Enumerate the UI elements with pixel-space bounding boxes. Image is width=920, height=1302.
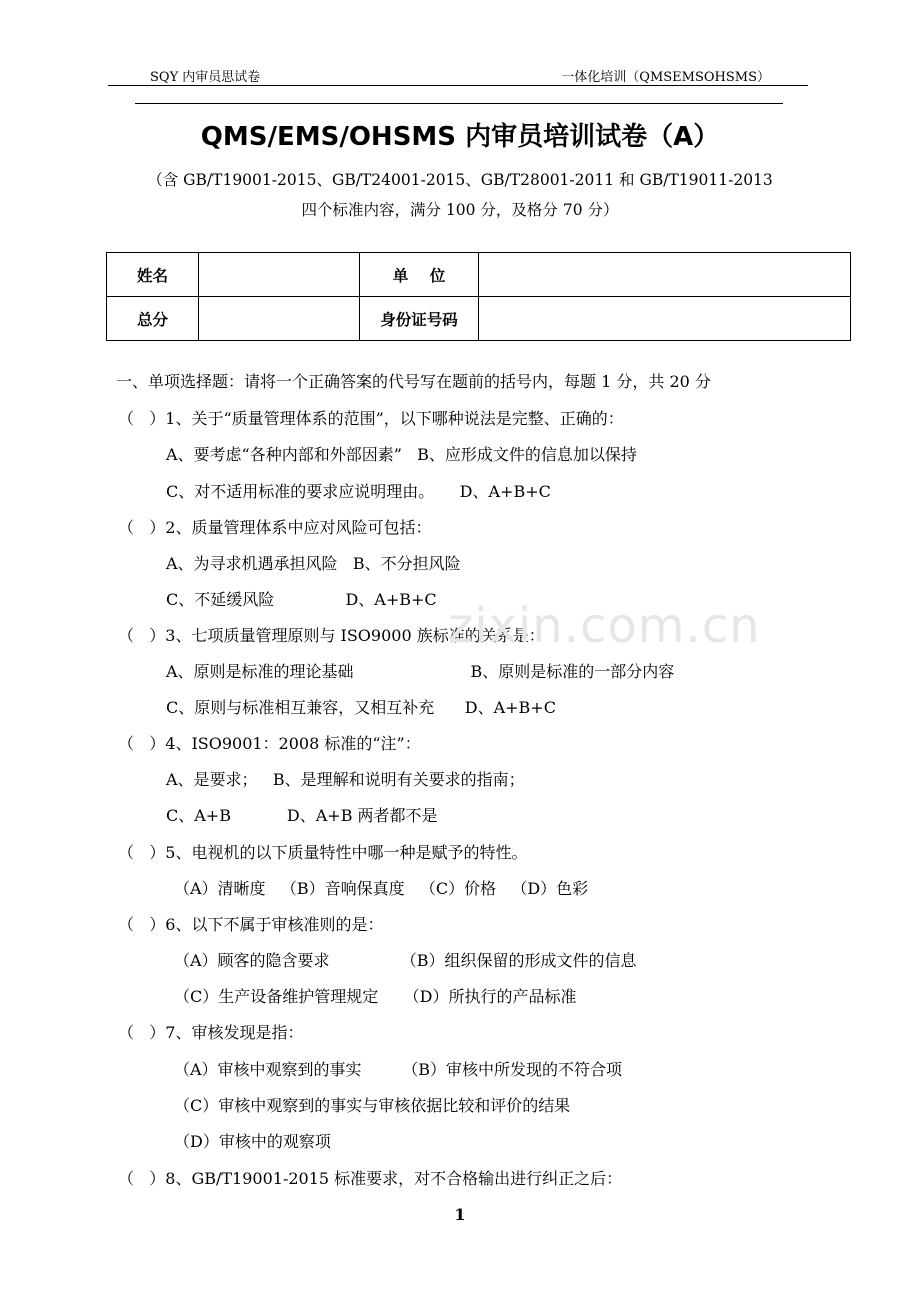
header-rule-secondary bbox=[135, 103, 783, 104]
option-line: C、原则与标准相互兼容，又相互补充 D、A+B+C bbox=[166, 698, 556, 717]
option-line: （D）审核中的观察项 bbox=[174, 1132, 331, 1151]
question-line: （ ）7、审核发现是指： bbox=[118, 1023, 304, 1042]
header-left-text: SQY 内审员思试卷 bbox=[150, 70, 261, 85]
option-line: （A）清晰度 （B）音响保真度 （C）价格 （D）色彩 bbox=[174, 879, 589, 898]
subtitle-line-1: （含 GB/T19001-2015、GB/T24001-2015、GB/T28001-2011 和 GB/T19011-2013 bbox=[147, 171, 773, 189]
section-heading: 一、单项选择题：请将一个正确答案的代号写在题前的括号内，每题 1 分，共 20 分 bbox=[116, 372, 711, 391]
question-line: （ ）2、质量管理体系中应对风险可包括： bbox=[118, 518, 432, 537]
question-line: （ ）4、ISO9001：2008 标准的“注”： bbox=[118, 734, 421, 753]
page-title: QMS/EMS/OHSMS 内审员培训试卷（A） bbox=[200, 122, 720, 152]
unit-field[interactable] bbox=[479, 253, 851, 297]
subtitle-line-2: 四个标准内容，满分 100 分，及格分 70 分） bbox=[301, 201, 619, 219]
page-number: 1 bbox=[454, 1205, 466, 1224]
watermark: zixin.com.cn bbox=[448, 598, 761, 654]
option-line: （A）审核中观察到的事实 （B）审核中所发现的不符合项 bbox=[174, 1060, 623, 1079]
question-line: （ ）3、七项质量管理原则与 ISO9000 族标准的关系是： bbox=[118, 626, 545, 645]
id-number-label: 身份证号码 bbox=[360, 297, 479, 341]
option-line: （C）生产设备维护管理规定 （D）所执行的产品标准 bbox=[174, 987, 577, 1006]
option-line: A、原则是标准的理论基础 B、原则是标准的一部分内容 bbox=[166, 662, 675, 681]
option-line: C、A+B D、A+B 两者都不是 bbox=[166, 806, 438, 825]
option-line: C、对不适用标准的要求应说明理由。 D、A+B+C bbox=[166, 482, 551, 501]
header-rule bbox=[108, 85, 808, 86]
option-line: （A）顾客的隐含要求 （B）组织保留的形成文件的信息 bbox=[174, 951, 637, 970]
option-line: A、为寻求机遇承担风险 B、不分担风险 bbox=[166, 554, 461, 573]
total-score-label: 总分 bbox=[107, 297, 199, 341]
unit-label-text: 单 位 bbox=[392, 266, 446, 285]
question-line: （ ）5、电视机的以下质量特性中哪一种是赋予的特性。 bbox=[118, 843, 528, 862]
option-line: （C）审核中观察到的事实与审核依据比较和评价的结果 bbox=[174, 1096, 571, 1115]
total-score-field[interactable] bbox=[199, 297, 360, 341]
id-number-field[interactable] bbox=[479, 297, 851, 341]
question-line: （ ）1、关于“质量管理体系的范围”，以下哪种说法是完整、正确的： bbox=[118, 409, 624, 428]
name-field[interactable] bbox=[199, 253, 360, 297]
info-table bbox=[106, 252, 851, 341]
question-line: （ ）6、以下不属于审核准则的是： bbox=[118, 915, 384, 934]
option-line: A、要考虑“各种内部和外部因素” B、应形成文件的信息加以保持 bbox=[166, 445, 637, 464]
option-line: C、不延缓风险 D、A+B+C bbox=[166, 590, 437, 609]
unit-label bbox=[360, 253, 479, 297]
option-line: A、是要求； B、是理解和说明有关要求的指南； bbox=[166, 770, 525, 789]
question-line: （ ）8、GB/T19001-2015 标准要求，对不合格输出进行纠正之后： bbox=[118, 1169, 623, 1188]
name-label: 姓名 bbox=[107, 253, 199, 297]
header-right-text: 一体化培训（QMSEMSOHSMS） bbox=[561, 70, 770, 85]
